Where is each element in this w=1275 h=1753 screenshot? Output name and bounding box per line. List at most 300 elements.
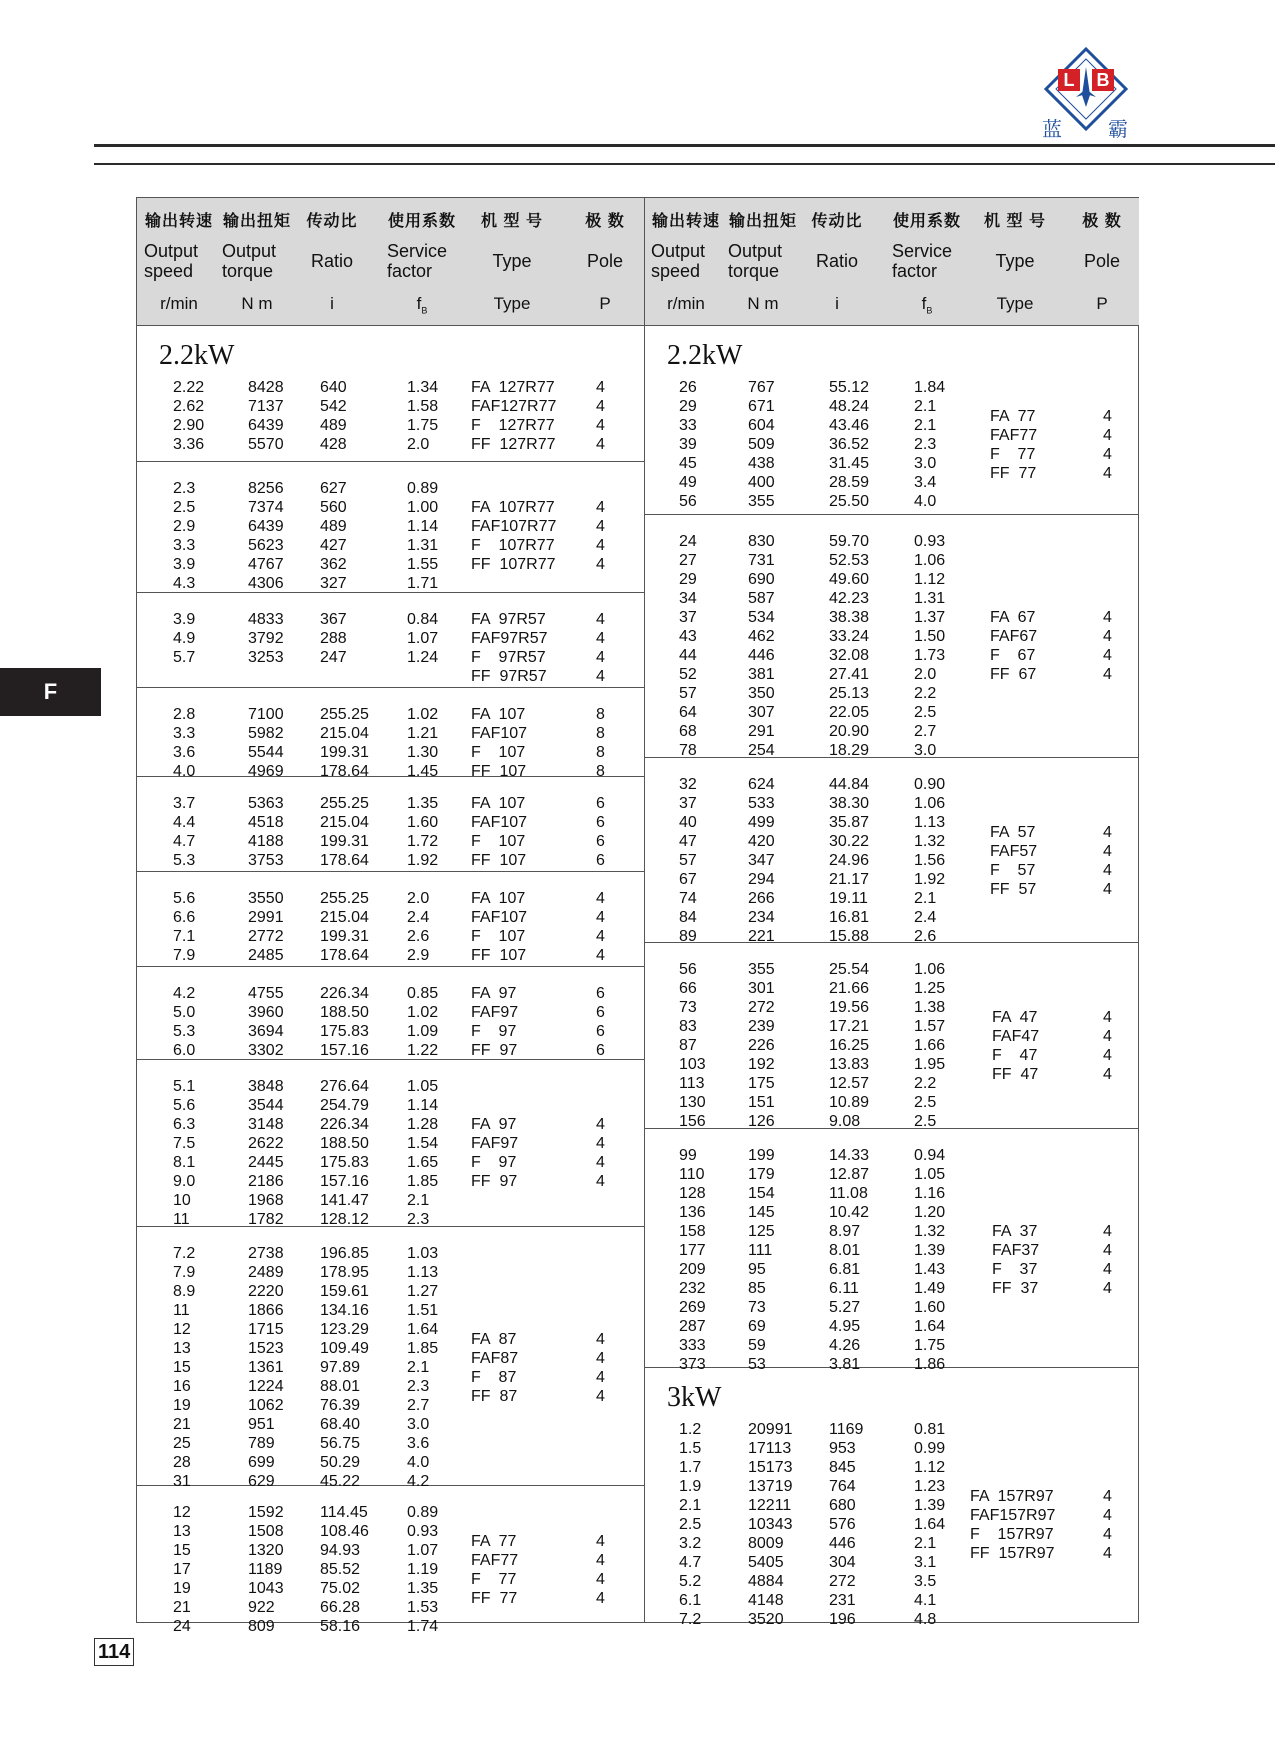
factor-cell: 2.2 <box>914 1075 937 1092</box>
table-row <box>645 1553 1139 1572</box>
torque-cell: 272 <box>748 999 775 1016</box>
speed-cell: 13 <box>173 1340 191 1357</box>
pole-value: 4 <box>1103 407 1112 425</box>
factor-cell: 1.06 <box>914 961 946 978</box>
type-label: F 57 <box>990 861 1036 879</box>
table-row <box>137 1191 645 1210</box>
speed-cell: 8.9 <box>173 1283 196 1300</box>
torque-cell: 3753 <box>248 852 284 869</box>
torque-cell: 4755 <box>248 985 284 1002</box>
power-title: 2.2kW <box>159 340 235 371</box>
torque-cell: 1320 <box>248 1542 284 1559</box>
pole-value: 8 <box>596 725 605 742</box>
torque-cell: 8428 <box>248 379 284 396</box>
factor-cell: 1.07 <box>407 1542 439 1559</box>
speed-cell: 21 <box>173 1599 191 1616</box>
ratio-cell: 85.52 <box>320 1561 361 1578</box>
speed-cell: 21 <box>173 1416 191 1433</box>
factor-cell: 1.13 <box>914 814 946 831</box>
factor-cell: 2.1 <box>407 1192 430 1209</box>
factor-cell: 0.84 <box>407 611 439 628</box>
ratio-cell: 17.21 <box>829 1018 870 1035</box>
type-label: FA 77 <box>990 407 1036 425</box>
speed-cell: 25 <box>173 1435 191 1452</box>
speed-cell: 5.3 <box>173 1023 196 1040</box>
table-row <box>645 627 1139 646</box>
header-en-label: Service factor <box>387 241 448 281</box>
speed-cell: 2.8 <box>173 706 196 723</box>
type-label: FAF37 <box>992 1242 1040 1259</box>
ratio-cell: 58.16 <box>320 1618 361 1635</box>
table-row <box>137 1377 645 1396</box>
factor-cell: 1.53 <box>407 1599 439 1616</box>
table-row <box>137 984 645 1003</box>
speed-cell: 5.6 <box>173 890 196 907</box>
table-row <box>645 870 1139 889</box>
table-section <box>137 1060 645 1227</box>
factor-cell: 1.71 <box>407 575 439 592</box>
factor-cell: 1.66 <box>914 1037 946 1054</box>
torque-cell: 4306 <box>248 575 284 592</box>
speed-cell: 3.9 <box>173 611 196 628</box>
ratio-cell: 188.50 <box>320 1004 369 1021</box>
pole-value: 4 <box>1103 609 1112 626</box>
speed-cell: 57 <box>679 685 697 702</box>
table-section <box>645 1368 1139 1631</box>
ratio-cell: 157.16 <box>320 1042 369 1059</box>
table-row <box>137 1598 645 1617</box>
ratio-cell: 196.85 <box>320 1245 369 1262</box>
ratio-cell: 97.89 <box>320 1359 361 1376</box>
header-cn-2: 传动比 <box>306 213 358 230</box>
type-block <box>990 823 1037 899</box>
table-row <box>645 492 1139 511</box>
ratio-cell: 11.08 <box>829 1185 868 1202</box>
table-row <box>137 1134 645 1153</box>
factor-cell: 1.06 <box>914 552 946 569</box>
factor-cell: 1.50 <box>914 628 946 645</box>
table-row <box>137 378 645 397</box>
ratio-cell: 845 <box>829 1459 856 1476</box>
type-block <box>471 1532 518 1608</box>
type-label: FF 37 <box>992 1280 1039 1297</box>
header-en-4 <box>457 238 567 284</box>
speed-cell: 4.7 <box>679 1554 702 1571</box>
torque-cell: 4767 <box>248 556 284 573</box>
speed-cell: 68 <box>679 723 697 740</box>
ratio-cell: 52.53 <box>829 552 870 569</box>
pole-value: 8 <box>596 763 605 780</box>
table-row <box>645 1165 1139 1184</box>
pole-value: 4 <box>1103 445 1112 463</box>
pole-block <box>596 498 605 574</box>
ratio-cell: 10.89 <box>829 1094 870 1111</box>
torque-cell: 1508 <box>248 1523 284 1540</box>
speed-cell: 13 <box>173 1523 191 1540</box>
factor-cell: 0.89 <box>407 480 439 497</box>
speed-cell: 43 <box>679 628 697 645</box>
header-unit-label: f <box>921 294 927 313</box>
table-row <box>137 1244 645 1263</box>
pole-value: 4 <box>596 537 605 554</box>
table-row <box>645 416 1139 435</box>
ratio-cell: 6.81 <box>829 1261 861 1278</box>
factor-cell: 1.64 <box>914 1516 946 1533</box>
factor-cell: 1.45 <box>407 763 439 780</box>
ratio-cell: 19.11 <box>829 890 868 907</box>
ratio-cell: 362 <box>320 556 347 573</box>
ratio-cell: 428 <box>320 436 347 453</box>
factor-cell: 2.9 <box>407 947 430 964</box>
header-en-0 <box>647 238 725 284</box>
type-label: F 157R97 <box>970 1525 1054 1543</box>
table-row <box>645 1222 1139 1241</box>
pole-value: 4 <box>596 499 605 516</box>
table-section <box>137 967 645 1060</box>
factor-cell: 1.73 <box>914 647 946 664</box>
type-label: FF 107 <box>471 852 527 869</box>
torque-cell: 381 <box>748 666 775 683</box>
ratio-cell: 76.39 <box>320 1397 361 1414</box>
torque-cell: 4518 <box>248 814 284 831</box>
torque-cell: 2772 <box>248 928 284 945</box>
pole-value: 4 <box>596 1532 605 1550</box>
pole-value: 4 <box>1103 666 1112 683</box>
header-cn-3: 使用系数 <box>387 213 456 230</box>
section-tab: F <box>0 668 101 716</box>
header-cn-2: 传动比 <box>811 213 863 230</box>
factor-cell: 1.14 <box>407 518 439 535</box>
speed-cell: 17 <box>173 1561 191 1578</box>
table-row <box>137 1077 645 1096</box>
type-label: FAF77 <box>471 1551 519 1569</box>
speed-cell: 56 <box>679 493 697 510</box>
speed-cell: 44 <box>679 647 697 664</box>
table-row <box>645 1610 1139 1629</box>
table-row <box>137 946 645 965</box>
torque-cell: 4969 <box>248 763 284 780</box>
ratio-cell: 255.25 <box>320 706 369 723</box>
table-row <box>645 889 1139 908</box>
header-unit-label: f <box>416 294 422 313</box>
pole-value: 6 <box>596 795 605 812</box>
header-en-5 <box>565 238 645 284</box>
type-label: FA 77 <box>471 1532 517 1550</box>
speed-cell: 19 <box>173 1397 191 1414</box>
speed-cell: 2.3 <box>173 480 196 497</box>
ratio-cell: 6.11 <box>829 1280 859 1297</box>
table-section <box>645 1129 1139 1373</box>
type-block <box>471 984 518 1060</box>
ratio-cell: 94.93 <box>320 1542 361 1559</box>
table-row <box>137 743 645 762</box>
header-unit-label: P <box>599 294 611 313</box>
table-row <box>645 1260 1139 1279</box>
speed-cell: 5.1 <box>173 1078 196 1095</box>
table-row <box>137 1579 645 1598</box>
pole-value: 4 <box>1103 1525 1112 1543</box>
factor-cell: 2.6 <box>914 928 937 945</box>
ratio-cell: 542 <box>320 398 347 415</box>
ratio-cell: 640 <box>320 379 347 396</box>
type-label: FF 157R97 <box>970 1544 1055 1562</box>
ratio-cell: 38.30 <box>829 795 870 812</box>
speed-cell: 7.2 <box>679 1611 702 1628</box>
torque-cell: 5623 <box>248 537 284 554</box>
header-en-label: Service factor <box>892 241 953 281</box>
torque-cell: 2622 <box>248 1135 284 1152</box>
pole-block <box>1103 1487 1112 1563</box>
header-en-label: Output speed <box>651 241 706 281</box>
table-section <box>645 515 1139 758</box>
ratio-cell: 226.34 <box>320 1116 369 1133</box>
ratio-cell: 4.26 <box>829 1337 861 1354</box>
pole-value: 4 <box>596 1349 605 1367</box>
ratio-cell: 215.04 <box>320 725 369 742</box>
header-unit-label: Type <box>996 294 1034 313</box>
torque-cell: 624 <box>748 776 775 793</box>
pole-block <box>1103 407 1112 483</box>
speed-cell: 4.4 <box>173 814 196 831</box>
pole-value: 4 <box>1103 1008 1112 1026</box>
speed-cell: 177 <box>679 1242 706 1259</box>
table-row <box>645 378 1139 397</box>
speed-cell: 158 <box>679 1223 706 1240</box>
pole-value: 4 <box>596 556 605 573</box>
pole-value: 4 <box>596 611 605 628</box>
factor-cell: 1.20 <box>914 1204 946 1221</box>
header-cn-1: 输出扭矩 <box>222 213 291 230</box>
factor-cell: 2.5 <box>914 1094 937 1111</box>
torque-cell: 5405 <box>748 1554 784 1571</box>
table-row <box>645 551 1139 570</box>
speed-cell: 89 <box>679 928 697 945</box>
header-en-label: Type <box>995 251 1035 271</box>
table-row <box>137 1396 645 1415</box>
type-label: FF 97R57 <box>471 668 547 685</box>
pole-value: 4 <box>1103 1223 1112 1240</box>
torque-cell: 85 <box>748 1280 766 1297</box>
pole-value: 8 <box>596 706 605 723</box>
speed-cell: 10 <box>173 1192 191 1209</box>
pole-value: 4 <box>1103 647 1112 664</box>
factor-cell: 2.3 <box>407 1378 430 1395</box>
torque-cell: 922 <box>248 1599 275 1616</box>
table-row <box>137 555 645 574</box>
factor-cell: 4.1 <box>914 1592 937 1609</box>
speed-cell: 4.7 <box>173 833 196 850</box>
header-unit-4 <box>960 294 1070 314</box>
type-label: FA 107 <box>471 890 526 907</box>
torque-cell: 301 <box>748 980 775 997</box>
factor-cell: 1.56 <box>914 852 946 869</box>
ratio-cell: 157.16 <box>320 1173 369 1190</box>
factor-cell: 0.99 <box>914 1440 946 1457</box>
header-cn-5: 极 数 <box>1082 213 1122 230</box>
table-row <box>137 813 645 832</box>
factor-cell: 1.14 <box>407 1097 439 1114</box>
table-section <box>137 872 645 967</box>
type-label: FAF107 <box>471 909 528 926</box>
factor-cell: 1.54 <box>407 1135 439 1152</box>
speed-cell: 66 <box>679 980 697 997</box>
torque-cell: 6439 <box>248 417 284 434</box>
header-en-0 <box>139 238 219 284</box>
speed-cell: 37 <box>679 609 697 626</box>
table-row <box>137 498 645 517</box>
pole-value: 4 <box>596 630 605 647</box>
speed-cell: 1.7 <box>679 1459 702 1476</box>
factor-cell: 1.09 <box>407 1023 439 1040</box>
torque-cell: 767 <box>748 379 775 396</box>
table-section <box>137 688 645 780</box>
ratio-cell: 15.88 <box>829 928 870 945</box>
table-row <box>137 629 645 648</box>
table-row <box>645 397 1139 416</box>
speed-cell: 1.9 <box>679 1478 702 1495</box>
ratio-cell: 28.59 <box>829 474 870 491</box>
type-label: F 97 <box>471 1154 517 1171</box>
pole-value: 4 <box>596 398 605 415</box>
ratio-cell: 25.13 <box>829 685 870 702</box>
speed-cell: 1.5 <box>679 1440 702 1457</box>
header-unit-label: i <box>330 294 334 313</box>
torque-cell: 1866 <box>248 1302 284 1319</box>
type-label: FF 67 <box>990 666 1037 683</box>
factor-cell: 3.0 <box>914 455 937 472</box>
table-row <box>645 608 1139 627</box>
ratio-cell: 49.60 <box>829 571 870 588</box>
pole-value: 6 <box>596 814 605 831</box>
header-unit-label: N m <box>747 294 779 313</box>
torque-cell: 1361 <box>248 1359 284 1376</box>
type-label: F 107 <box>471 928 526 945</box>
table-header <box>645 198 1139 326</box>
speed-cell: 33 <box>679 417 697 434</box>
table-row <box>645 1420 1139 1439</box>
factor-cell: 1.51 <box>407 1302 439 1319</box>
table-row <box>645 684 1139 703</box>
ratio-cell: 196 <box>829 1611 856 1628</box>
brand-logo <box>1038 45 1134 141</box>
header-unit-0 <box>647 294 725 314</box>
ratio-cell: 109.49 <box>320 1340 369 1357</box>
table-row <box>645 960 1139 979</box>
ratio-cell: 188.50 <box>320 1135 369 1152</box>
factor-cell: 1.22 <box>407 1042 439 1059</box>
speed-cell: 26 <box>679 379 697 396</box>
torque-cell: 5982 <box>248 725 284 742</box>
header-cn-4: 机 型 号 <box>984 213 1046 230</box>
type-block <box>471 1115 518 1191</box>
header-en-2 <box>797 238 877 284</box>
type-label: F 97 <box>471 1023 517 1040</box>
table-row <box>645 1572 1139 1591</box>
speed-cell: 2.5 <box>679 1516 702 1533</box>
table-row <box>645 473 1139 492</box>
speed-cell: 9.0 <box>173 1173 196 1190</box>
type-label: FF 127R77 <box>471 436 556 453</box>
factor-cell: 3.0 <box>914 742 937 759</box>
ratio-cell: 1169 <box>829 1421 864 1438</box>
type-label: FF 57 <box>990 880 1037 898</box>
header-unit-5 <box>565 294 645 314</box>
header-unit-label: i <box>835 294 839 313</box>
factor-cell: 2.3 <box>914 436 937 453</box>
torque-cell: 151 <box>748 1094 775 1111</box>
pole-value: 4 <box>596 909 605 926</box>
header-cn-0: 输出转速 <box>651 213 720 230</box>
type-label: F 37 <box>992 1261 1038 1278</box>
torque-cell: 350 <box>748 685 775 702</box>
factor-cell: 1.75 <box>914 1337 946 1354</box>
header-en-label: Output speed <box>144 241 199 281</box>
speed-cell: 6.0 <box>173 1042 196 1059</box>
factor-cell: 2.5 <box>914 1113 937 1130</box>
type-label: FAF57 <box>990 842 1038 860</box>
torque-cell: 1523 <box>248 1340 284 1357</box>
type-label: FA 127R77 <box>471 379 555 396</box>
header-en-5 <box>1065 238 1139 284</box>
speed-cell: 39 <box>679 436 697 453</box>
speed-cell: 3.36 <box>173 436 205 453</box>
torque-cell: 462 <box>748 628 775 645</box>
ratio-cell: 199.31 <box>320 928 369 945</box>
speed-cell: 2.9 <box>173 518 196 535</box>
pole-value: 6 <box>596 1023 605 1040</box>
ratio-cell: 59.70 <box>829 533 870 550</box>
ratio-cell: 20.90 <box>829 723 870 740</box>
torque-cell: 671 <box>748 398 775 415</box>
header-cn-1: 输出扭矩 <box>728 213 797 230</box>
torque-cell: 951 <box>248 1416 275 1433</box>
torque-cell: 355 <box>748 493 775 510</box>
torque-cell: 2220 <box>248 1283 284 1300</box>
torque-cell: 347 <box>748 852 775 869</box>
left-column <box>137 198 645 1635</box>
pole-value: 4 <box>1103 1046 1112 1064</box>
speed-cell: 32 <box>679 776 697 793</box>
factor-cell: 2.1 <box>407 1359 430 1376</box>
ratio-cell: 19.56 <box>829 999 870 1016</box>
factor-cell: 1.16 <box>914 1185 946 1202</box>
speed-cell: 287 <box>679 1318 706 1335</box>
table-row <box>645 646 1139 665</box>
speed-cell: 130 <box>679 1094 706 1111</box>
factor-cell: 2.0 <box>407 890 430 907</box>
torque-cell: 13719 <box>748 1478 793 1495</box>
ratio-cell: 75.02 <box>320 1580 361 1597</box>
table-row <box>645 1036 1139 1055</box>
speed-cell: 128 <box>679 1185 706 1202</box>
speed-cell: 12 <box>173 1321 191 1338</box>
torque-cell: 20991 <box>748 1421 793 1438</box>
torque-cell: 587 <box>748 590 775 607</box>
header-en-2 <box>292 238 372 284</box>
pole-value: 4 <box>596 947 605 964</box>
factor-cell: 2.7 <box>407 1397 430 1414</box>
torque-cell: 789 <box>248 1435 275 1452</box>
torque-cell: 499 <box>748 814 775 831</box>
torque-cell: 175 <box>748 1075 775 1092</box>
ratio-cell: 175.83 <box>320 1023 369 1040</box>
ratio-cell: 178.64 <box>320 852 369 869</box>
type-label: F 107 <box>471 744 526 761</box>
torque-cell: 69 <box>748 1318 766 1335</box>
top-rule <box>94 144 1275 147</box>
torque-cell: 239 <box>748 1018 775 1035</box>
ratio-cell: 255.25 <box>320 890 369 907</box>
